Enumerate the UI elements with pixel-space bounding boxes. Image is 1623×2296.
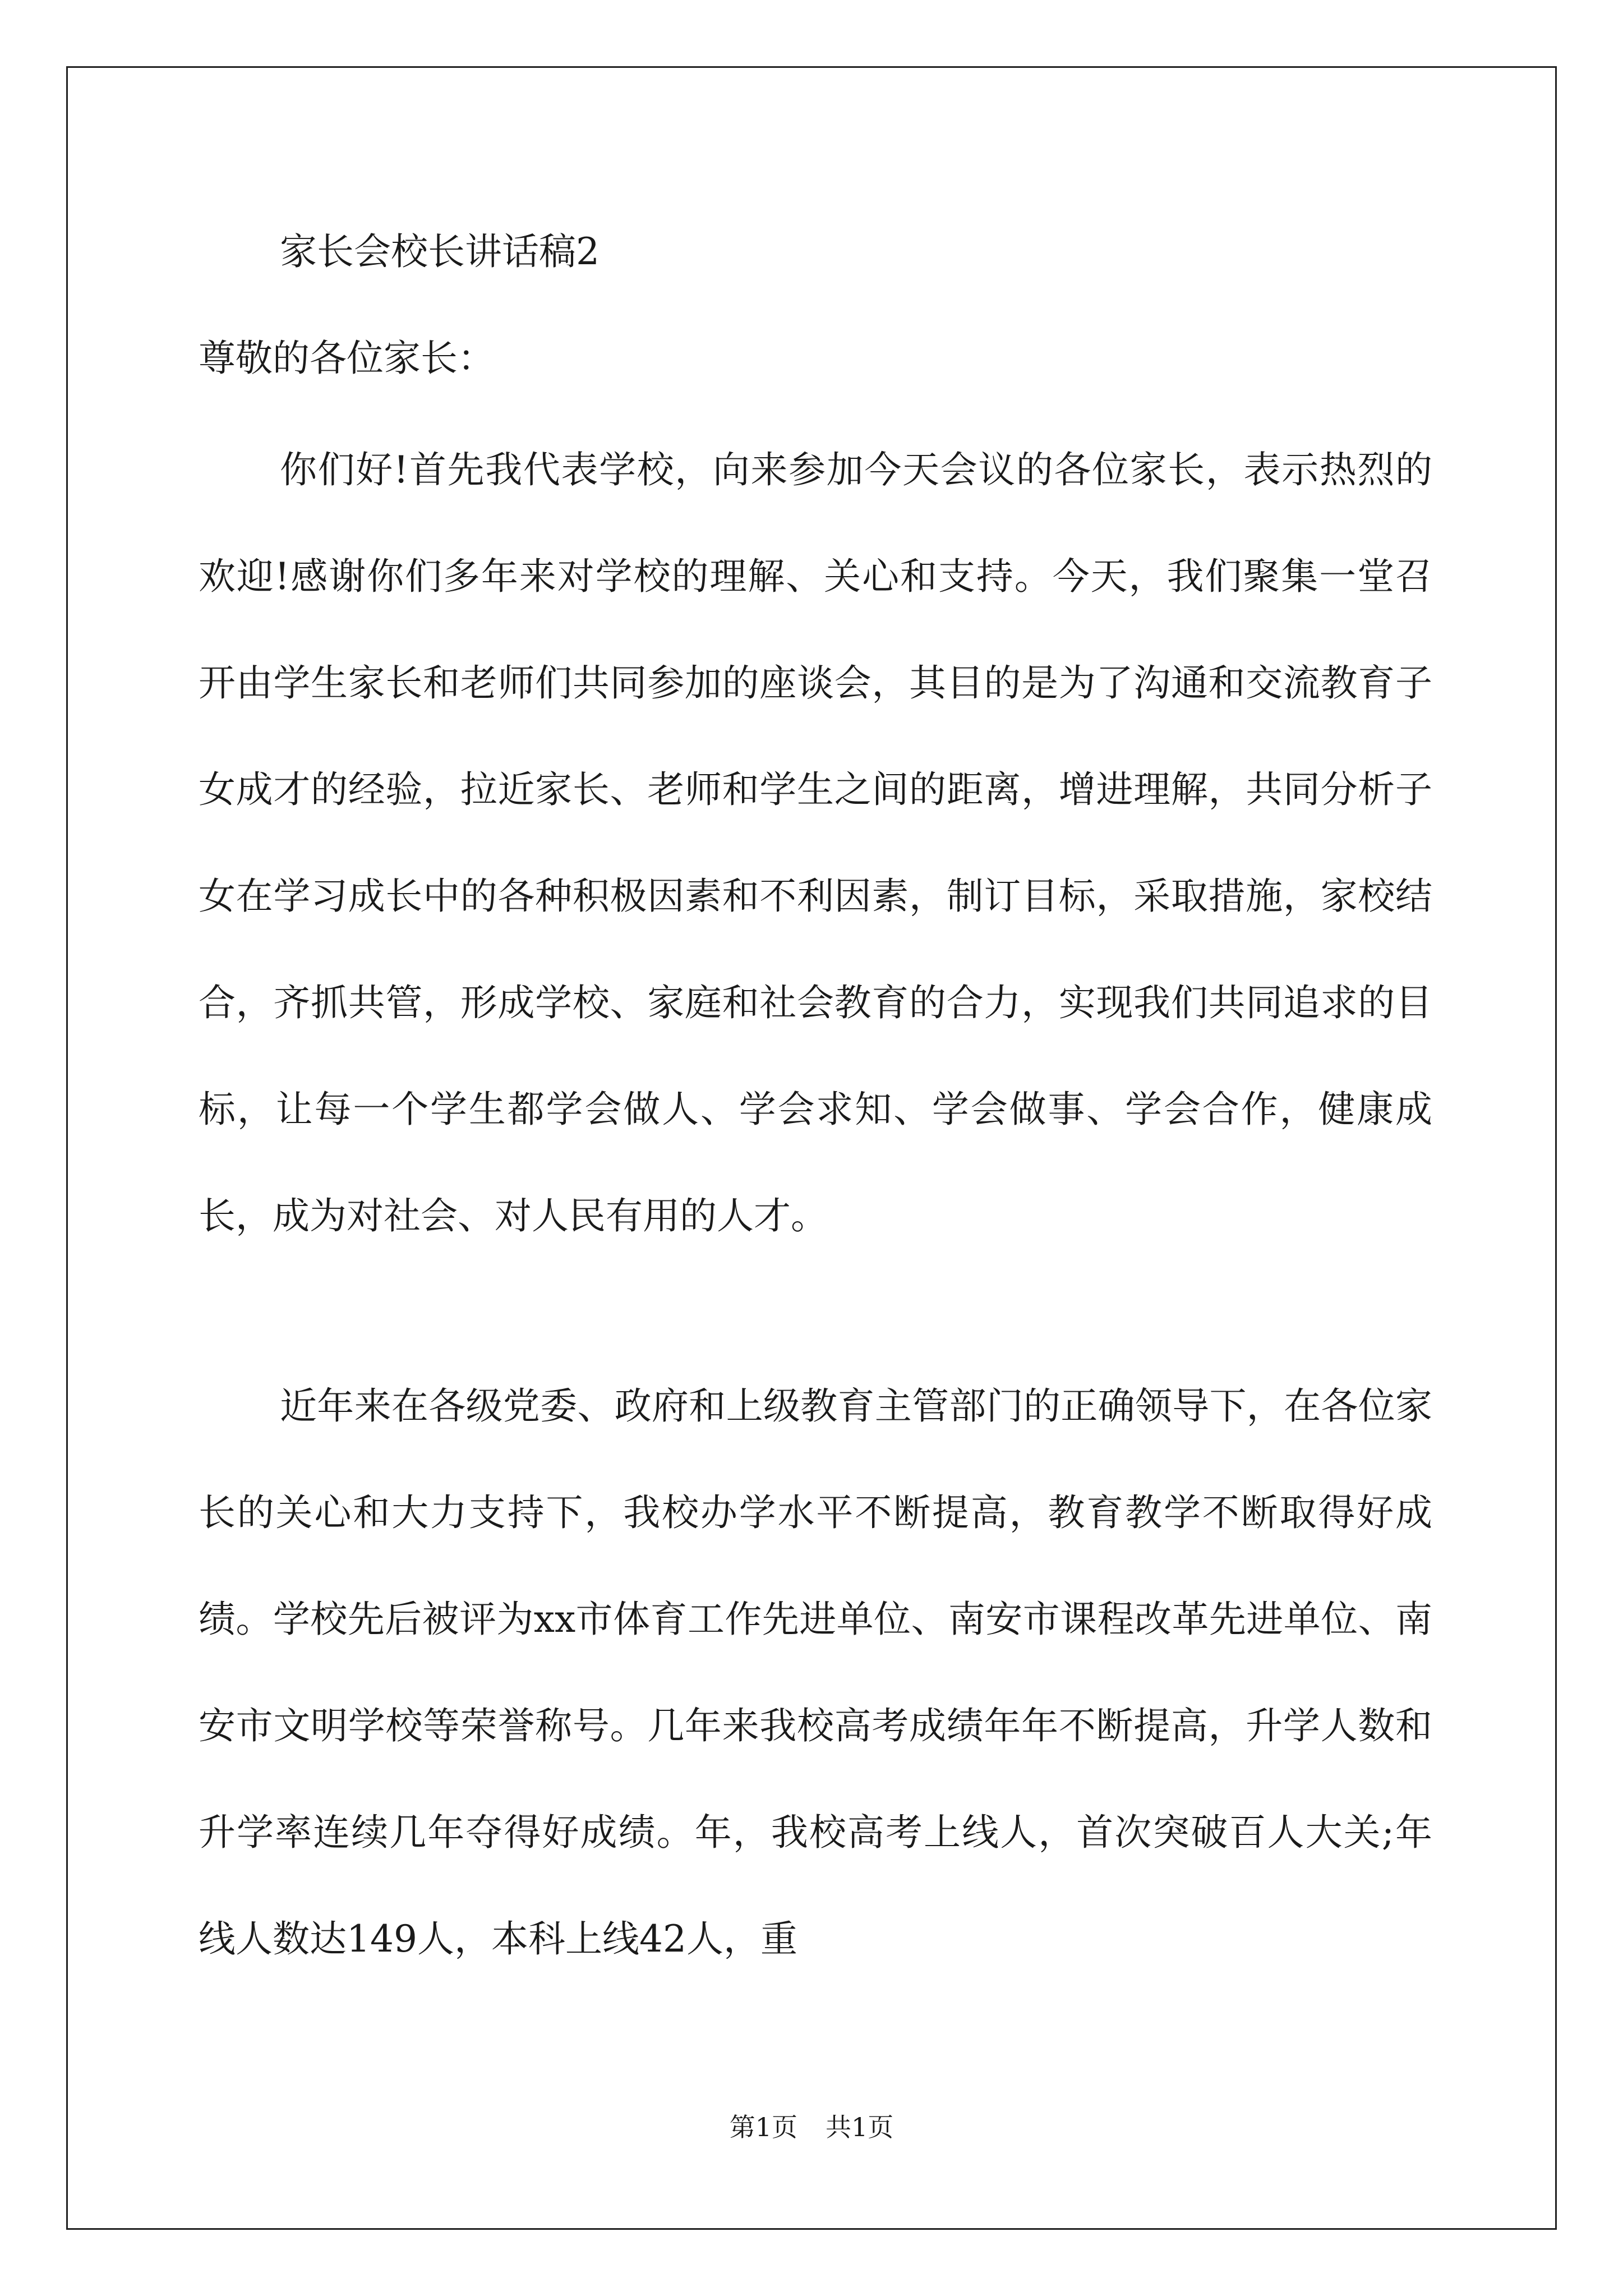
- page-footer: [0, 2110, 1623, 2144]
- page-number: 第1页: [729, 2112, 797, 2142]
- document-title: 家长会校长讲话稿2: [280, 230, 600, 273]
- salutation: 尊敬的各位家长：: [199, 337, 495, 380]
- paragraph-1: 你们好!首先我代表学校，向来参加今天会议的各位家长，表示热烈的欢迎!感谢你们多年来对学校的理解、关心和支持。今天，我们聚集一堂召开由学生家长和老师们共同参加的座谈会，其目的是为了沟通和交流教育子女成才的经验，拉近家长、老师和学生之间的距离，增进理解，共同分析子女在学习成长中的各种积极因素和不利因素，制订目标，采取措施，家校结合，齐抓共管，形成学校、家庭和社会教育的合力，实现我们共同追求的目标，让每一个学生都学会做人、学会求知、学会做事、学会合作，健康成长，成为对社会、对人民有用的人才。: [199, 448, 1432, 1237]
- paragraph-2: 近年来在各级党委、政府和上级教育主管部门的正确领导下，在各位家长的关心和大力支持下，我校办学水平不断提高，教育教学不断取得好成绩。学校先后被评为xx市体育工作先进单位、南安市课程改革先进单位、南安市文明学校等荣誉称号。几年来我校高考成绩年年不断提高，升学人数和升学率连续几年夺得好成绩。年，我校高考上线人，首次突破百人大关;年线人数达149人，本科上线42人，重: [199, 1384, 1432, 1961]
- page-total: 共1页: [826, 2112, 894, 2142]
